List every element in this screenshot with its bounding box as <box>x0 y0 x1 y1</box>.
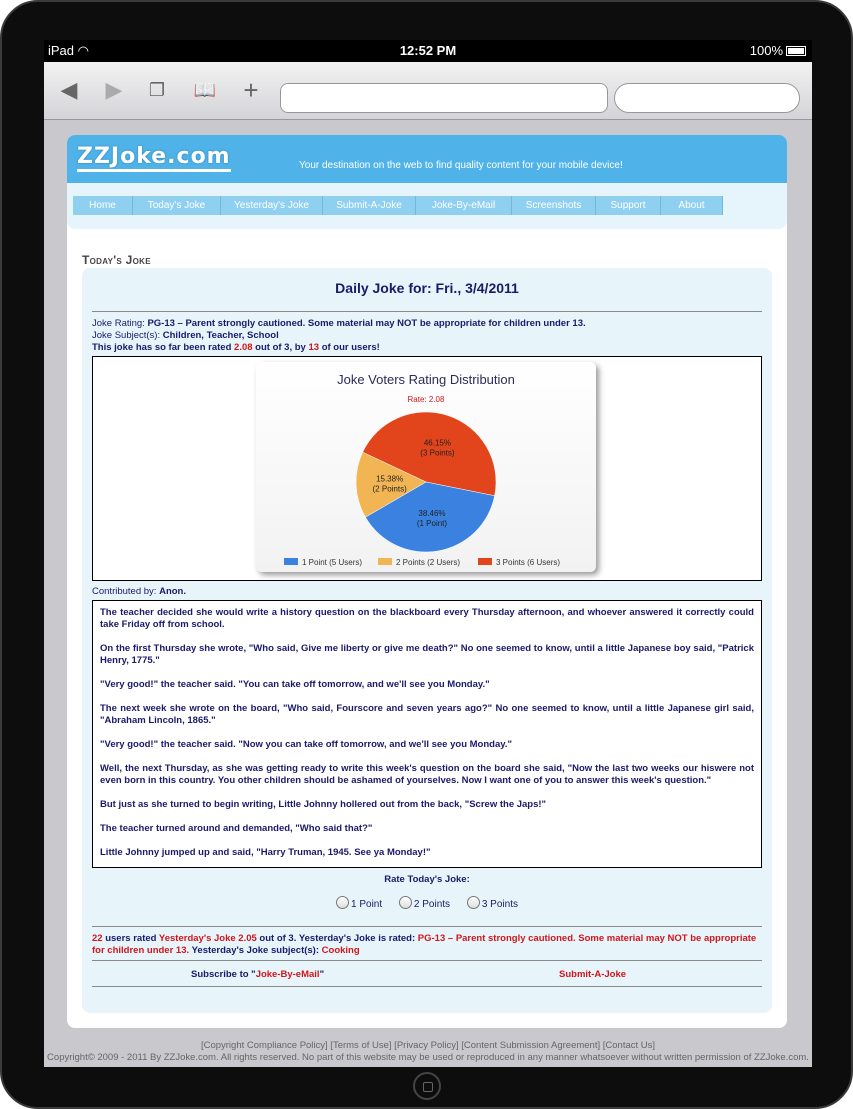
story-paragraph: "Very good!" the teacher said. "You can take off tomorrow, and we'll see you Monday." <box>100 679 490 690</box>
story-paragraph: On the first Thursday she wrote, "Who said, Give me liberty or give me death?" No one seemed to know, until a little Japanese boy said, "Patrick Henry, 1775." <box>100 643 754 666</box>
submit-a-joke-link[interactable]: Submit-A-Joke <box>559 969 627 980</box>
legend-swatch <box>378 558 392 565</box>
site-header <box>67 135 787 183</box>
joke-story <box>92 600 762 868</box>
story-paragraph: "Very good!" the teacher said. "Now you can take off tomorrow, and we'll see you Monday." <box>100 739 512 750</box>
footer-links[interactable]: [Copyright Compliance Policy] [Terms of Use] [Privacy Policy] [Content Submission Agreement] [Contact Us] <box>200 1040 656 1051</box>
slice-sub-label: (1 Point) <box>416 518 448 528</box>
wifi-icon: ◠ <box>77 43 89 58</box>
legend-label: 1 Point (5 Users) <box>302 558 363 567</box>
nav-joke-by-email[interactable]: Joke-By-eMail <box>416 196 512 215</box>
slice-pct-label: 15.38% <box>376 474 404 484</box>
battery-icon <box>786 46 806 56</box>
story-paragraph: The next week she wrote on the board, "Who said, Fourscore and seven years ago?" No one seemed to know, until a little Japanese girl said, "Abraham Lincoln, 1865." <box>100 703 754 726</box>
nav-submit-a-joke[interactable]: Submit-A-Joke <box>323 196 416 215</box>
divider <box>92 926 762 927</box>
nav-yesterdays-joke[interactable]: Yesterday's Joke <box>221 196 323 215</box>
nav-todays-joke[interactable]: Today's Joke <box>133 196 221 215</box>
add-icon[interactable]: + <box>243 75 259 105</box>
site-logo[interactable]: ZZJoke.com <box>77 145 231 172</box>
footer-copyright: Copyright© 2009 - 2011 By ZZJoke.com. All rights reserved. No part of this website may be used or reproduced in any manner whatsoever without written permission of ZZJoke.com. <box>47 1052 809 1063</box>
rate-title: Rate Today's Joke: <box>384 874 470 885</box>
nav-about[interactable]: About <box>661 196 723 215</box>
status-bar <box>44 40 812 62</box>
subscribe-text: Subscribe to "Joke-By-eMail" <box>191 969 325 980</box>
forward-arrow-icon[interactable]: ▶ <box>105 77 123 102</box>
contributed-by: Contributed by: Anon. <box>92 586 186 597</box>
search-input[interactable] <box>614 83 800 113</box>
legend-swatch <box>284 558 298 565</box>
section-title: Today's Joke <box>82 253 151 267</box>
battery-indicator: 100% <box>750 43 806 58</box>
rating-pie-chart <box>256 362 596 572</box>
legend-swatch <box>478 558 492 565</box>
device-name: iPad ◠ <box>48 43 89 58</box>
divider <box>92 311 762 312</box>
joke-subject: Joke Subject(s): Children, Teacher, School <box>92 330 279 341</box>
clock: 12:52 PM <box>399 43 457 58</box>
chart-subtitle: Rate: 2.08 <box>407 395 445 404</box>
radio-1-point[interactable] <box>336 896 349 909</box>
nav-menu <box>73 196 723 215</box>
divider <box>92 986 762 987</box>
yesterday-summary: 22 users rated Yesterday's Joke 2.05 out of 3. Yesterday's Joke is rated: PG-13 – Parent strongly cautioned. Some material may NOT be appropriate for children under 13. Yesterday's Joke subject(s): Cooking <box>92 933 757 956</box>
site-tagline: Your destination on the web to find quality content for your mobile device! <box>299 160 623 171</box>
web-page <box>67 135 787 1028</box>
home-button[interactable] <box>413 1072 441 1100</box>
tabs-icon[interactable]: ❐ <box>148 80 166 100</box>
joke-rated-summary: This joke has so far been rated 2.08 out of 3, by 13 of our users! <box>92 342 380 353</box>
bookmarks-icon[interactable]: 📖 <box>193 80 217 100</box>
rating-chart-box <box>92 356 762 581</box>
slice-sub-label: (2 Points) <box>372 484 407 494</box>
screen <box>44 40 812 1067</box>
slice-pct-label: 46.15% <box>423 438 451 448</box>
radio-2-points[interactable] <box>399 896 412 909</box>
rating-chart-panel <box>256 362 596 572</box>
story-paragraph: The teacher decided she would write a history question on the blackboard every Thursday afternoon, and whoever answered it correctly could take Friday off from school. <box>100 607 754 630</box>
story-paragraph: The teacher turned around and demanded, "Who said that?" <box>100 823 373 834</box>
daily-joke-title: Daily Joke for: Fri., 3/4/2011 <box>335 280 519 296</box>
legend-label: 3 Points (6 Users) <box>496 558 561 567</box>
legend-label: 2 Points (2 Users) <box>396 558 461 567</box>
yesterday-joke-link[interactable]: Yesterday's Joke 2.05 <box>158 933 257 944</box>
slice-pct-label: 38.46% <box>418 508 446 518</box>
nav-support[interactable]: Support <box>596 196 661 215</box>
back-arrow-icon[interactable]: ◀ <box>60 77 78 102</box>
joke-card <box>82 268 772 1013</box>
joke-by-email-link[interactable]: Joke-By-eMail <box>255 969 320 980</box>
nav-screenshots[interactable]: Screenshots <box>512 196 596 215</box>
divider <box>92 960 762 961</box>
rate-option-2[interactable]: 2 Points <box>399 899 450 910</box>
site-footer <box>44 1040 812 1064</box>
rate-option-3[interactable]: 3 Points <box>467 899 518 910</box>
story-paragraph: But just as she turned to begin writing, Little Johnny hollered out from the back, "Screw the Japs!" <box>100 799 547 810</box>
story-paragraph: Little Johnny jumped up and said, "Harry Truman, 1945. See ya Monday!" <box>100 847 431 858</box>
rate-options <box>82 896 772 910</box>
url-input[interactable] <box>280 83 608 113</box>
nav-home[interactable]: Home <box>73 196 133 215</box>
browser-toolbar <box>44 62 812 120</box>
radio-3-points[interactable] <box>467 896 480 909</box>
rate-option-1[interactable]: 1 Point <box>336 899 382 910</box>
chart-title: Joke Voters Rating Distribution <box>337 372 515 387</box>
slice-sub-label: (3 Points) <box>420 448 455 458</box>
joke-rating: Joke Rating: PG-13 – Parent strongly cautioned. Some material may NOT be appropriate for children under 13. <box>92 318 586 329</box>
nav-bar <box>67 183 787 229</box>
story-paragraph: Well, the next Thursday, as she was getting ready to write this week's question on the board she said, "Now the last two weeks our hiswere not even born in this country. You other children should be ashamed of yourselves. Now I want one of you to answer this week's question." <box>100 763 754 786</box>
